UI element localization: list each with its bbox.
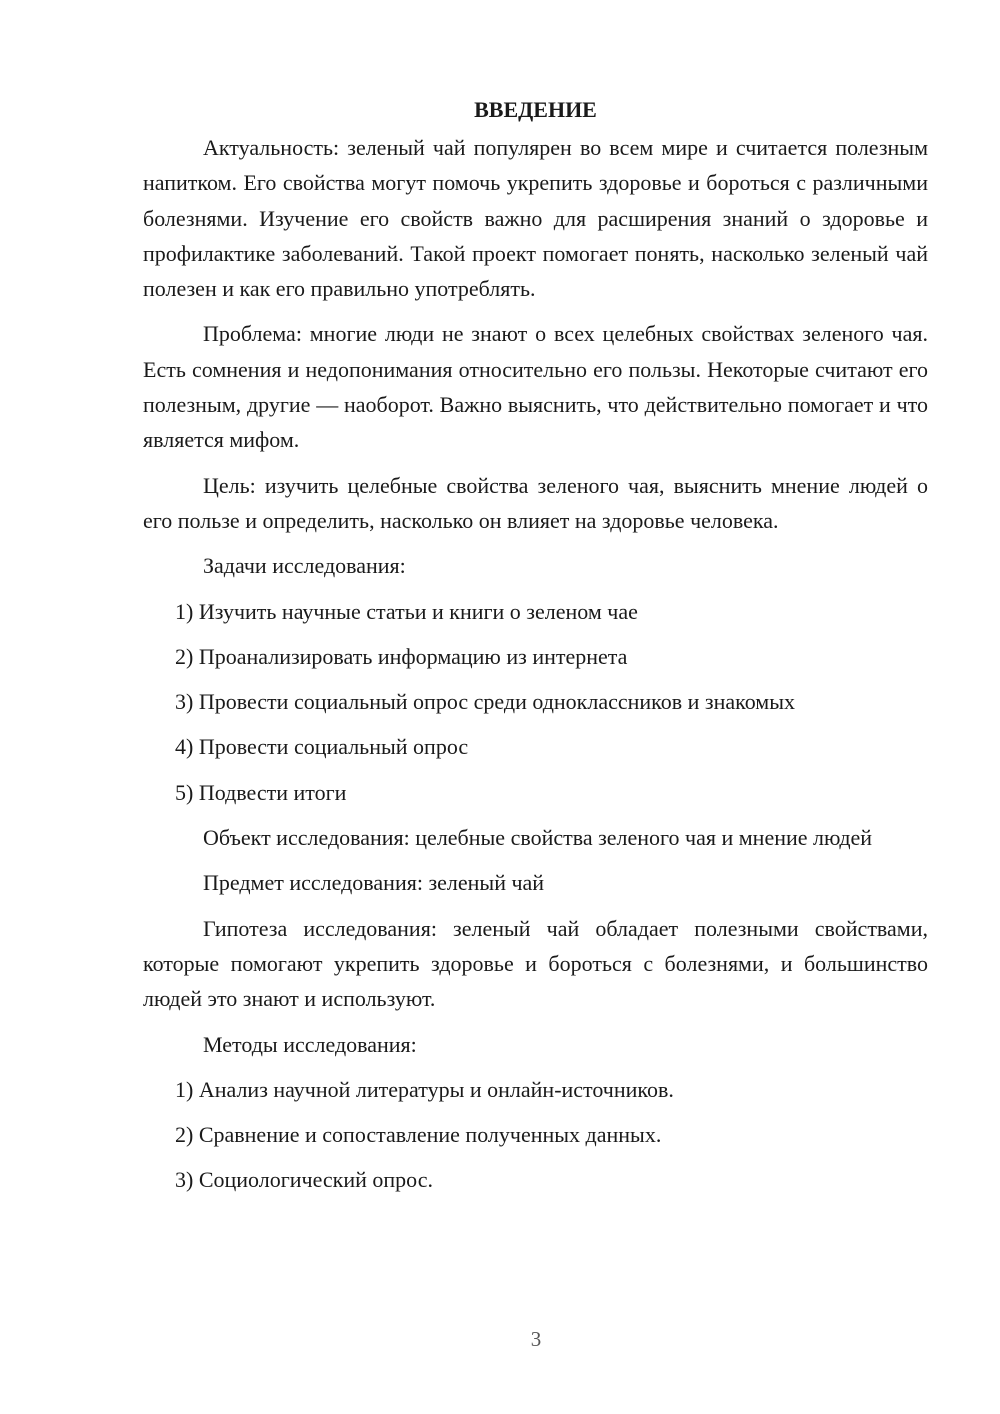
list-item: 4) Провести социальный опрос [175, 734, 469, 760]
list-item: 1) Изучить научные статьи и книги о зеленом чае [175, 598, 638, 624]
paragraph-hypothesis: Гипотеза исследования: зеленый чай обладает полезными свойствами, которые помогают укрепить здоровье и бороться с болезнями, и большинство людей это знают и используют. [143, 915, 928, 1012]
list-item: 3) Социологический опрос. [175, 1167, 433, 1193]
section-title: ВВЕДЕНИЕ [474, 97, 597, 122]
paragraph-relevance: Актуальность: зеленый чай популярен во всем мире и считается полезным напитком. Его свойства могут помочь укрепить здоровье и бороться с различными болезнями. Изучение его свойств важно для расширения знаний о здоровье и профилактике заболеваний. Такой проект помогает понять, насколько зеленый чай полезен и как его правильно употреблять. [143, 135, 928, 302]
list-item: 2) Проанализировать информацию из интернета [175, 643, 628, 669]
paragraph-object: Объект исследования: целебные свойства зеленого чая и мнение людей [203, 825, 873, 851]
methods-list [143, 1072, 928, 1198]
paragraph-problem: Проблема: многие люди не знают о всех целебных свойствах зеленого чая. Есть сомнения и недопонимания относительно его пользы. Некоторые считают его полезным, другие — наоборот. Важно выяснить, что действительно помогает и что является мифом. [143, 321, 928, 453]
methods-heading: Методы исследования: [203, 1031, 417, 1057]
list-item: 5) Подвести итоги [175, 779, 347, 805]
list-item: 3) Провести социальный опрос среди одноклассников и знакомых [175, 689, 795, 715]
paragraph-subject: Предмет исследования: зеленый чай [203, 870, 545, 896]
tasks-heading: Задачи исследования: [203, 553, 406, 579]
paragraph-goal: Цель: изучить целебные свойства зеленого чая, выяснить мнение людей о его пользе и определить, насколько он влияет на здоровье человека. [143, 472, 928, 533]
document-page [143, 92, 928, 1208]
list-item: 1) Анализ научной литературы и онлайн-источников. [175, 1076, 674, 1102]
list-item: 2) Сравнение и сопоставление полученных данных. [175, 1122, 662, 1148]
tasks-list [143, 594, 928, 810]
page-number: 3 [530, 1327, 542, 1351]
